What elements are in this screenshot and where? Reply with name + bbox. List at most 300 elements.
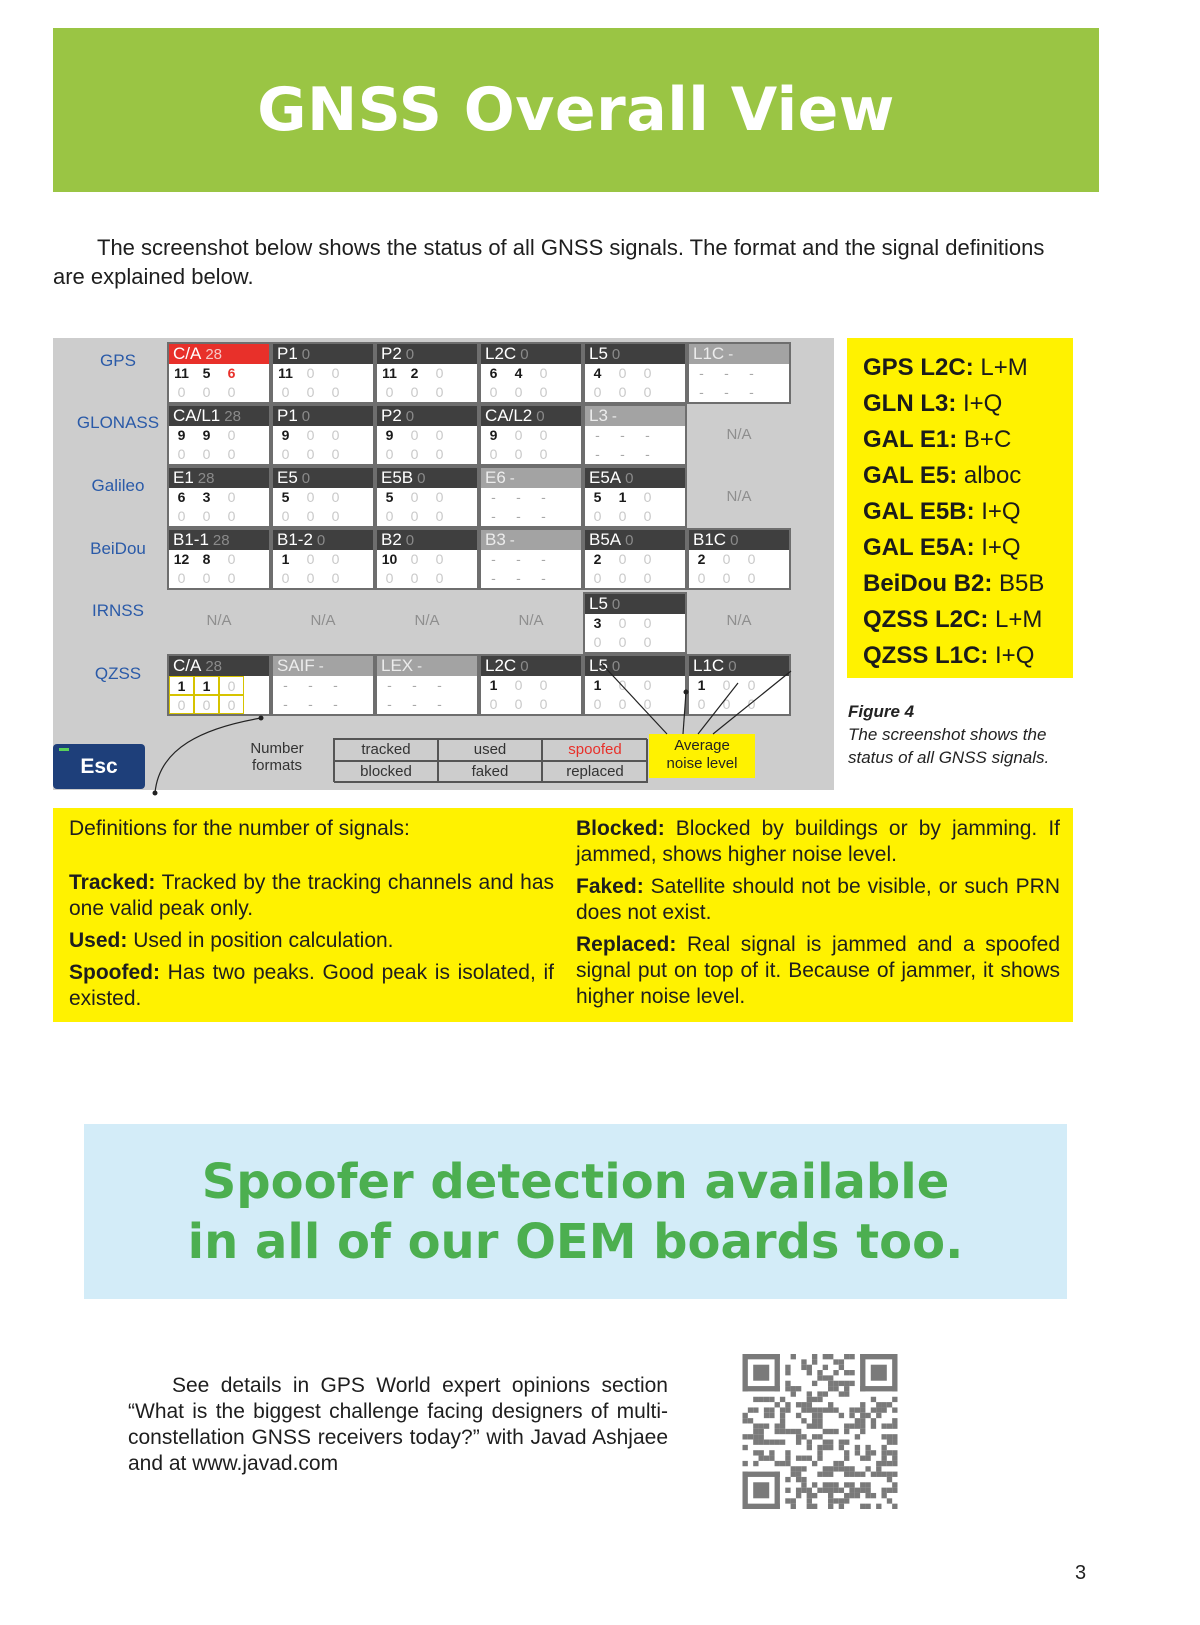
- signal-count-value: 0: [489, 384, 498, 400]
- qr-module: [812, 1413, 817, 1418]
- qr-module: [796, 1402, 801, 1407]
- signal-count-value: 0: [435, 384, 444, 400]
- qr-module: [876, 1504, 881, 1509]
- qr-module: [892, 1434, 897, 1439]
- qr-module: [769, 1456, 774, 1461]
- signal-count-value: -: [595, 446, 600, 462]
- signal-count: -: [417, 658, 423, 675]
- qr-module: [780, 1418, 785, 1423]
- qr-module: [849, 1472, 854, 1477]
- qr-module: [844, 1493, 849, 1498]
- qr-module: [743, 1354, 780, 1359]
- signal-count-value: 0: [514, 446, 523, 462]
- qr-module: [817, 1434, 822, 1439]
- signal-definition-line: [863, 422, 1073, 458]
- signal-count-value: 0: [618, 365, 627, 381]
- qr-module: [796, 1456, 801, 1461]
- signal-count-value: -: [333, 677, 338, 693]
- signal-count-value: -: [387, 696, 392, 712]
- signal-count-value: -: [516, 570, 521, 586]
- signal-count: 0: [301, 346, 311, 363]
- qr-module: [849, 1482, 854, 1487]
- page-title: GNSS Overall View: [257, 75, 895, 145]
- qr-module: [785, 1429, 790, 1434]
- qr-module: [871, 1493, 876, 1498]
- qr-module: [743, 1504, 780, 1509]
- signal-name: B3: [485, 530, 506, 549]
- qr-module: [865, 1456, 870, 1461]
- definition-term: Tracked:: [69, 871, 156, 894]
- signal-definition-label: GAL E5B:: [863, 498, 975, 525]
- qr-module: [780, 1397, 785, 1402]
- qr-module: [807, 1504, 812, 1509]
- signal-count-value: 0: [539, 365, 548, 381]
- qr-module: [743, 1445, 748, 1450]
- qr-module: [823, 1440, 828, 1445]
- signal-count-value: 1: [489, 677, 498, 693]
- signal-count-value: -: [387, 677, 392, 693]
- qr-module: [828, 1493, 833, 1498]
- qr-module: [807, 1407, 812, 1412]
- qr-module: [817, 1488, 822, 1493]
- qr-module: [839, 1365, 844, 1370]
- signal-count-value: -: [491, 551, 496, 567]
- format-blocked: blocked: [334, 761, 438, 783]
- qr-module: [887, 1477, 892, 1482]
- signal-count: 0: [728, 658, 737, 675]
- signal-count-value: 9: [281, 427, 290, 443]
- qr-module: [817, 1407, 822, 1412]
- signal-count-value: 0: [514, 677, 523, 693]
- qr-module: [775, 1423, 780, 1428]
- qr-module: [855, 1445, 860, 1450]
- signal-count: -: [728, 346, 734, 363]
- qr-module: [807, 1370, 812, 1375]
- signal-count-value: 11: [278, 365, 293, 381]
- qr-module: [807, 1397, 812, 1402]
- signal-definition-value: L+M: [973, 354, 1028, 381]
- qr-module: [849, 1493, 854, 1498]
- qr-module: [785, 1386, 790, 1391]
- signal-count-value: 0: [281, 508, 290, 524]
- qr-module: [807, 1423, 812, 1428]
- qr-code-icon[interactable]: [740, 1354, 900, 1509]
- signal-count-value: -: [283, 677, 288, 693]
- qr-module: [785, 1477, 790, 1482]
- signal-count-value: 0: [385, 446, 394, 462]
- signal-name: P1: [277, 344, 298, 363]
- pointer-line-qzss-l5: [683, 692, 686, 734]
- qr-module: [743, 1461, 748, 1466]
- signal-count: 0: [520, 346, 529, 363]
- signal-count-value: -: [491, 570, 496, 586]
- signal-count-value: 0: [306, 570, 315, 586]
- signal-name: E5B: [381, 468, 414, 487]
- system-label-qzss: QZSS: [94, 664, 142, 683]
- signal-name: L5: [589, 656, 608, 675]
- qr-module: [844, 1466, 849, 1471]
- signal-count-value: 0: [514, 427, 523, 443]
- signal-count-value: -: [749, 365, 754, 381]
- signal-definition-line: [863, 350, 1073, 386]
- qr-module: [812, 1482, 817, 1487]
- qr-module: [881, 1456, 886, 1461]
- number-formats-line-1: Number: [250, 740, 304, 757]
- pointer-dot-cell: [259, 716, 264, 721]
- signal-count-value: -: [516, 508, 521, 524]
- signal-count-value: 0: [202, 570, 211, 586]
- signal-name: B1-1: [173, 530, 209, 549]
- definitions-box: [53, 808, 1073, 1022]
- signal-count: 0: [301, 408, 311, 425]
- qr-module: [860, 1472, 865, 1477]
- signal-count-value: 0: [227, 427, 236, 443]
- qr-module: [812, 1397, 817, 1402]
- signal-count-value: 8: [202, 551, 211, 567]
- signal-name: L1C: [693, 656, 725, 675]
- signal-name: E5A: [589, 468, 622, 487]
- signal-count-value: 0: [410, 489, 419, 505]
- qr-module: [823, 1391, 828, 1396]
- qr-module: [849, 1381, 854, 1386]
- signal-count-value: 0: [539, 384, 548, 400]
- qr-module: [860, 1482, 865, 1487]
- signal-count-value: 0: [385, 508, 394, 524]
- definitions-left-column: [69, 816, 554, 1018]
- signal-name: L1C: [693, 344, 725, 363]
- qr-module: [828, 1386, 833, 1391]
- qr-module: [839, 1359, 844, 1364]
- qr-module: [801, 1488, 806, 1493]
- signal-count-value: -: [283, 696, 288, 712]
- qr-module: [775, 1461, 780, 1466]
- qr-module: [828, 1381, 833, 1386]
- qr-module: [753, 1434, 758, 1439]
- qr-module: [844, 1472, 849, 1477]
- qr-module: [844, 1354, 849, 1359]
- qr-module: [828, 1445, 833, 1450]
- pointer-line-qzss-l1c: [713, 671, 791, 734]
- qr-module: [801, 1402, 806, 1407]
- qr-module: [876, 1461, 881, 1466]
- signal-count-value: 0: [410, 446, 419, 462]
- signal-count-value: 0: [618, 615, 627, 631]
- qr-module: [785, 1381, 790, 1386]
- not-available-label: N/A: [414, 612, 440, 629]
- signal-count: 28: [205, 346, 223, 363]
- qr-module: [812, 1493, 817, 1498]
- signal-count-value: -: [724, 365, 729, 381]
- signal-count: -: [509, 532, 515, 549]
- definition-term: Spoofed:: [69, 961, 160, 984]
- signal-count-value: 2: [697, 551, 706, 567]
- signal-count-value: 0: [385, 570, 394, 586]
- qr-module: [743, 1434, 748, 1439]
- qr-module: [812, 1418, 817, 1423]
- signal-count-value: 11: [382, 365, 397, 381]
- system-label-gps: GPS: [100, 351, 136, 370]
- qr-module: [817, 1375, 822, 1380]
- qr-module: [748, 1434, 753, 1439]
- qr-module: [812, 1461, 817, 1466]
- qr-module: [828, 1504, 833, 1509]
- qr-module: [860, 1456, 865, 1461]
- signal-count-value: 0: [435, 551, 444, 567]
- qr-module: [839, 1498, 844, 1503]
- qr-module: [887, 1402, 892, 1407]
- qr-module: [764, 1407, 769, 1412]
- qr-module: [785, 1488, 790, 1493]
- qr-module: [743, 1472, 748, 1509]
- signal-count-value: 0: [306, 446, 315, 462]
- qr-module: [759, 1429, 764, 1434]
- signal-count-value: 0: [643, 696, 652, 712]
- signal-count-value: 0: [227, 489, 236, 505]
- qr-module: [855, 1423, 860, 1428]
- signal-name: L5: [589, 344, 608, 363]
- qr-module: [839, 1504, 844, 1509]
- signal-count-value: -: [541, 570, 546, 586]
- qr-module: [823, 1482, 828, 1487]
- definition-text: Satellite should not be visible, or such PRN does not exist.: [576, 875, 1060, 924]
- signal-name: LEX: [381, 656, 414, 675]
- signal-definition-label: GPS L2C:: [863, 354, 974, 381]
- qr-module: [769, 1413, 774, 1418]
- signal-count-value: 0: [643, 489, 652, 505]
- qr-module: [844, 1440, 849, 1445]
- qr-module: [823, 1407, 828, 1412]
- signal-count-value: -: [308, 696, 313, 712]
- qr-module: [887, 1498, 892, 1503]
- qr-module: [892, 1397, 897, 1402]
- qr-module: [801, 1418, 806, 1423]
- qr-module: [828, 1466, 833, 1471]
- qr-module: [833, 1429, 838, 1434]
- signal-count-value: 0: [227, 570, 236, 586]
- qr-module: [796, 1488, 801, 1493]
- qr-module: [892, 1472, 897, 1477]
- qr-module: [887, 1440, 892, 1445]
- signal-count: 0: [536, 408, 545, 425]
- signal-name: L5: [589, 594, 608, 613]
- signal-count-value: 0: [306, 365, 315, 381]
- signal-count-value: 0: [435, 365, 444, 381]
- qr-module: [775, 1429, 780, 1434]
- system-label-galileo: Galileo: [91, 476, 145, 495]
- qr-module: [844, 1386, 849, 1391]
- signal-definition-label: GLN L3:: [863, 390, 957, 417]
- signal-count-value: 0: [643, 384, 652, 400]
- qr-module: [817, 1472, 822, 1477]
- figure-caption: [848, 700, 1078, 769]
- qr-module: [828, 1472, 833, 1477]
- signal-count-value: 0: [747, 551, 756, 567]
- qr-module: [743, 1418, 748, 1423]
- signal-name: L3: [589, 406, 608, 425]
- signal-count-value: 0: [219, 695, 244, 714]
- qr-module: [844, 1381, 849, 1386]
- qr-module: [844, 1423, 849, 1428]
- signal-count-value: 9: [177, 427, 186, 443]
- qr-module: [812, 1423, 817, 1428]
- signal-count-value: 0: [722, 551, 731, 567]
- definition-text: Real signal is jammed and a spoofed signal put on top of it. Because of jammer, it shows higher noise level.: [576, 933, 1060, 1008]
- definition-text: Used in position calculation.: [127, 929, 394, 952]
- signal-count-value: 0: [618, 696, 627, 712]
- signal-definition-value: B+C: [957, 426, 1012, 453]
- promo-line-1: Spoofer detection available: [201, 1153, 950, 1210]
- qr-module: [817, 1456, 822, 1461]
- signal-count: 0: [520, 658, 529, 675]
- signal-count-value: 0: [593, 696, 602, 712]
- qr-module: [753, 1440, 758, 1445]
- qr-module: [801, 1407, 806, 1412]
- signal-count-value: 0: [410, 508, 419, 524]
- promo-text: [188, 1152, 964, 1272]
- qr-module: [833, 1488, 838, 1493]
- qr-module: [865, 1445, 870, 1450]
- signal-definition-value: I+Q: [974, 498, 1021, 525]
- qr-module: [823, 1365, 828, 1370]
- signal-count-value: 0: [593, 570, 602, 586]
- signal-name: E1: [173, 468, 194, 487]
- qr-module: [828, 1440, 833, 1445]
- qr-module: [785, 1370, 790, 1375]
- signal-count-value: 1: [194, 676, 219, 695]
- signal-count-value: 9: [202, 427, 211, 443]
- signal-count: 0: [405, 346, 415, 363]
- qr-module: [796, 1472, 801, 1477]
- signal-count-value: 5: [385, 489, 394, 505]
- qr-module: [849, 1407, 854, 1412]
- signal-count-value: 0: [227, 446, 236, 462]
- qr-module: [892, 1440, 897, 1445]
- qr-module: [785, 1450, 790, 1455]
- signal-count-value: 9: [385, 427, 394, 443]
- qr-module: [887, 1434, 892, 1439]
- qr-module: [839, 1488, 844, 1493]
- qr-module: [807, 1498, 812, 1503]
- qr-module: [817, 1445, 822, 1450]
- signal-count-value: 5: [202, 365, 211, 381]
- signal-count-value: -: [437, 677, 442, 693]
- qr-module: [855, 1493, 860, 1498]
- qr-module: [844, 1482, 849, 1487]
- signal-count-value: -: [541, 489, 546, 505]
- signal-count-value: 0: [618, 384, 627, 400]
- qr-module: [892, 1504, 897, 1509]
- qr-module: [817, 1391, 822, 1396]
- signal-count: -: [611, 408, 617, 425]
- pointer-line-qzss-l5-avg: [698, 683, 738, 734]
- signal-count-value: 0: [331, 384, 340, 400]
- system-label-beidou: BeiDou: [90, 539, 146, 558]
- qr-module: [865, 1482, 870, 1487]
- signal-count-value: 0: [643, 551, 652, 567]
- signal-count-value: 0: [593, 634, 602, 650]
- qr-module: [791, 1466, 796, 1471]
- qr-module: [812, 1381, 817, 1386]
- qr-module: [801, 1482, 806, 1487]
- signal-count-value: 0: [177, 446, 186, 462]
- not-available-label: N/A: [726, 488, 752, 505]
- signal-count-value: 0: [306, 551, 315, 567]
- definitions-heading: Definitions for the number of signals:: [69, 817, 410, 840]
- signal-count: 0: [611, 346, 621, 363]
- signal-count: 0: [301, 470, 311, 487]
- signal-name: P2: [381, 344, 402, 363]
- signal-count-value: 0: [722, 677, 731, 693]
- signal-count-value: -: [491, 489, 496, 505]
- qr-module: [753, 1423, 758, 1428]
- signal-count-value: 0: [539, 696, 548, 712]
- signal-name: CA/L1: [173, 406, 221, 425]
- signal-count-value: 0: [219, 676, 244, 695]
- qr-module: [807, 1488, 812, 1493]
- signal-definition-label: GAL E5A:: [863, 534, 975, 561]
- qr-module: [759, 1440, 764, 1445]
- qr-module: [833, 1498, 838, 1503]
- qr-module: [785, 1402, 790, 1407]
- qr-module: [839, 1413, 844, 1418]
- format-tracked: tracked: [334, 739, 438, 761]
- qr-module: [839, 1391, 844, 1396]
- qr-module: [844, 1429, 849, 1434]
- signal-count-value: -: [308, 677, 313, 693]
- signal-count-value: 0: [643, 508, 652, 524]
- signal-count-value: -: [620, 427, 625, 443]
- qr-module: [876, 1402, 881, 1407]
- signal-name: E6: [485, 468, 506, 487]
- qr-module: [791, 1472, 796, 1477]
- format-replaced: replaced: [542, 761, 648, 783]
- signal-count-value: 0: [177, 570, 186, 586]
- qr-module: [855, 1472, 860, 1477]
- signal-count-value: 0: [306, 384, 315, 400]
- signal-count-value: -: [333, 696, 338, 712]
- qr-module: [839, 1381, 844, 1386]
- signal-definition-label: GAL E1:: [863, 426, 958, 453]
- definition-term: Faked:: [576, 875, 644, 898]
- qr-module: [796, 1440, 801, 1445]
- system-label-irnss: IRNSS: [92, 601, 144, 620]
- signal-count-value: 0: [435, 446, 444, 462]
- definition-text: Blocked by buildings or by jamming. If jammed, shows higher noise level.: [576, 817, 1060, 866]
- qr-module: [860, 1407, 865, 1412]
- qr-module: [871, 1397, 876, 1402]
- qr-module: [796, 1477, 801, 1482]
- qr-module: [807, 1493, 812, 1498]
- signal-count-value: 0: [643, 677, 652, 693]
- signal-count-value: 0: [227, 508, 236, 524]
- qr-module: [887, 1472, 892, 1477]
- definition-item: [576, 932, 1060, 1010]
- signal-count-value: 0: [722, 570, 731, 586]
- signal-count-value: -: [516, 489, 521, 505]
- figure-caption-title: Figure 4: [848, 702, 915, 721]
- qr-module: [817, 1397, 822, 1402]
- qr-module: [887, 1461, 892, 1466]
- qr-module: [855, 1434, 860, 1439]
- signal-count-value: -: [491, 508, 496, 524]
- qr-module: [823, 1488, 828, 1493]
- signal-count-value: 0: [618, 508, 627, 524]
- signal-count-value: 3: [593, 615, 602, 631]
- qr-module: [849, 1423, 854, 1428]
- qr-module: [796, 1386, 801, 1391]
- qr-module: [828, 1354, 833, 1359]
- qr-module: [876, 1466, 881, 1471]
